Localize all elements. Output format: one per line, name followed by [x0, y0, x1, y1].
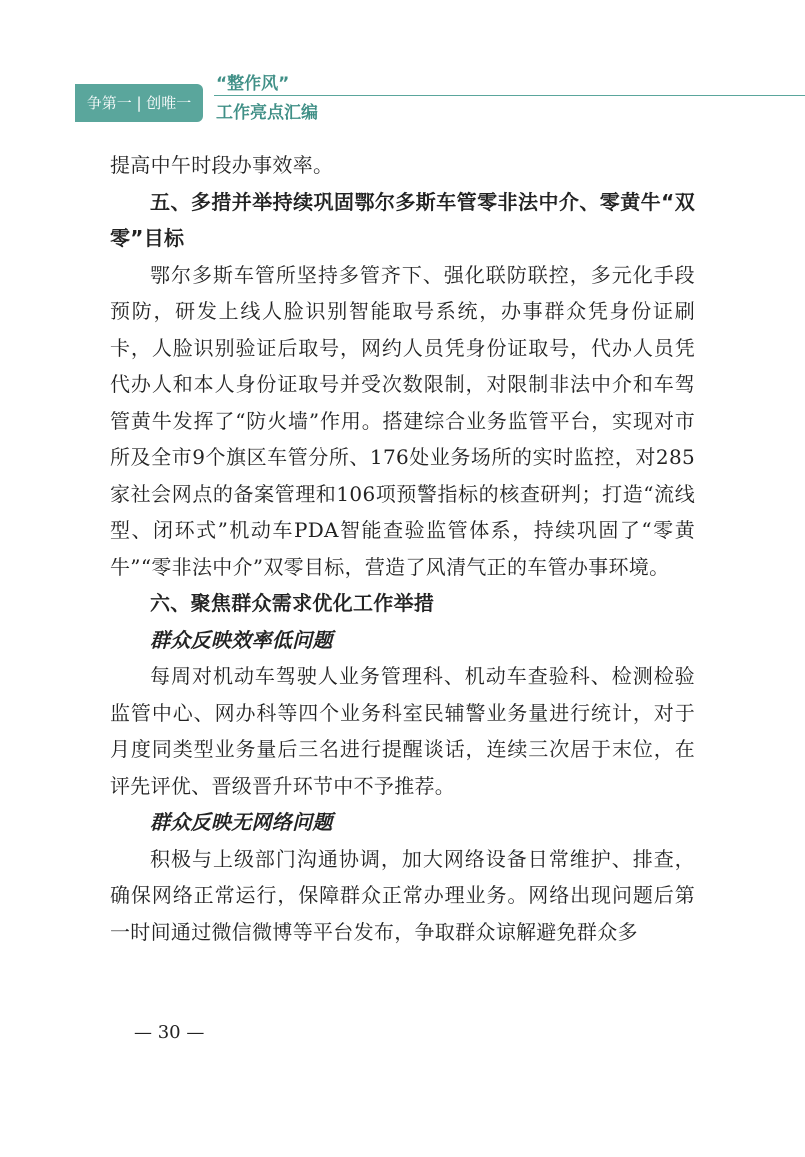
page-number: — 30 —	[134, 1022, 205, 1043]
header-title-line1: “整作风”	[216, 74, 297, 94]
page-header	[0, 0, 805, 140]
subheading-efficiency: 群众反映效率低问题	[150, 627, 333, 652]
document-body	[110, 147, 695, 950]
header-title-line2: 工作亮点汇编	[216, 103, 318, 123]
section-heading-6: 六、聚焦群众需求优化工作举措	[150, 591, 435, 615]
paragraph: 积极与上级部门沟通协调，加大网络设备日常维护、排查，确保网络正常运行，保障群众正常办理业务。网络出现问题后第一时间通过微信微博等平台发布，争取群众谅解避免群众多	[110, 846, 695, 944]
header-rule	[214, 95, 805, 96]
paragraph: 每周对机动车驾驶人业务管理科、机动车查验科、检测检验监管中心、网办科等四个业务科室民辅警业务量进行统计，对于月度同类型业务量后三名进行提醒谈话，连续三次居于末位，在评先评优、晋级晋升环节中不予推荐。	[110, 664, 695, 798]
header-tab: 争第一 | 创唯一	[75, 84, 203, 122]
section-heading-5: 五、多措并举持续巩固鄂尔多斯车管零非法中介、零黄牛“双零”目标	[110, 189, 695, 250]
paragraph: 鄂尔多斯车管所坚持多管齐下、强化联防联控，多元化手段预防，研发上线人脸识别智能取号系统，办事群众凭身份证刷卡，人脸识别验证后取号，网约人员凭身份证取号，代办人员凭代办人和本人身份证取号并受次数限制，对限制非法中介和车驾管黄牛发挥了“防火墙”作用。搭建综合业务监管平台，实现对市所及全市9个旗区车管分所、176处业务场所的实时监控，对285家社会网点的备案管理和106项预警指标的核查研判；打造“流线型、闭环式”机动车PDA智能查验监管体系，持续巩固了“零黄牛”“零非法中介”双零目标，营造了风清气正的车管办事环境。	[110, 262, 695, 579]
subheading-network: 群众反映无网络问题	[150, 810, 333, 834]
paragraph-continued: 提高中午时段办事效率。	[110, 153, 334, 177]
